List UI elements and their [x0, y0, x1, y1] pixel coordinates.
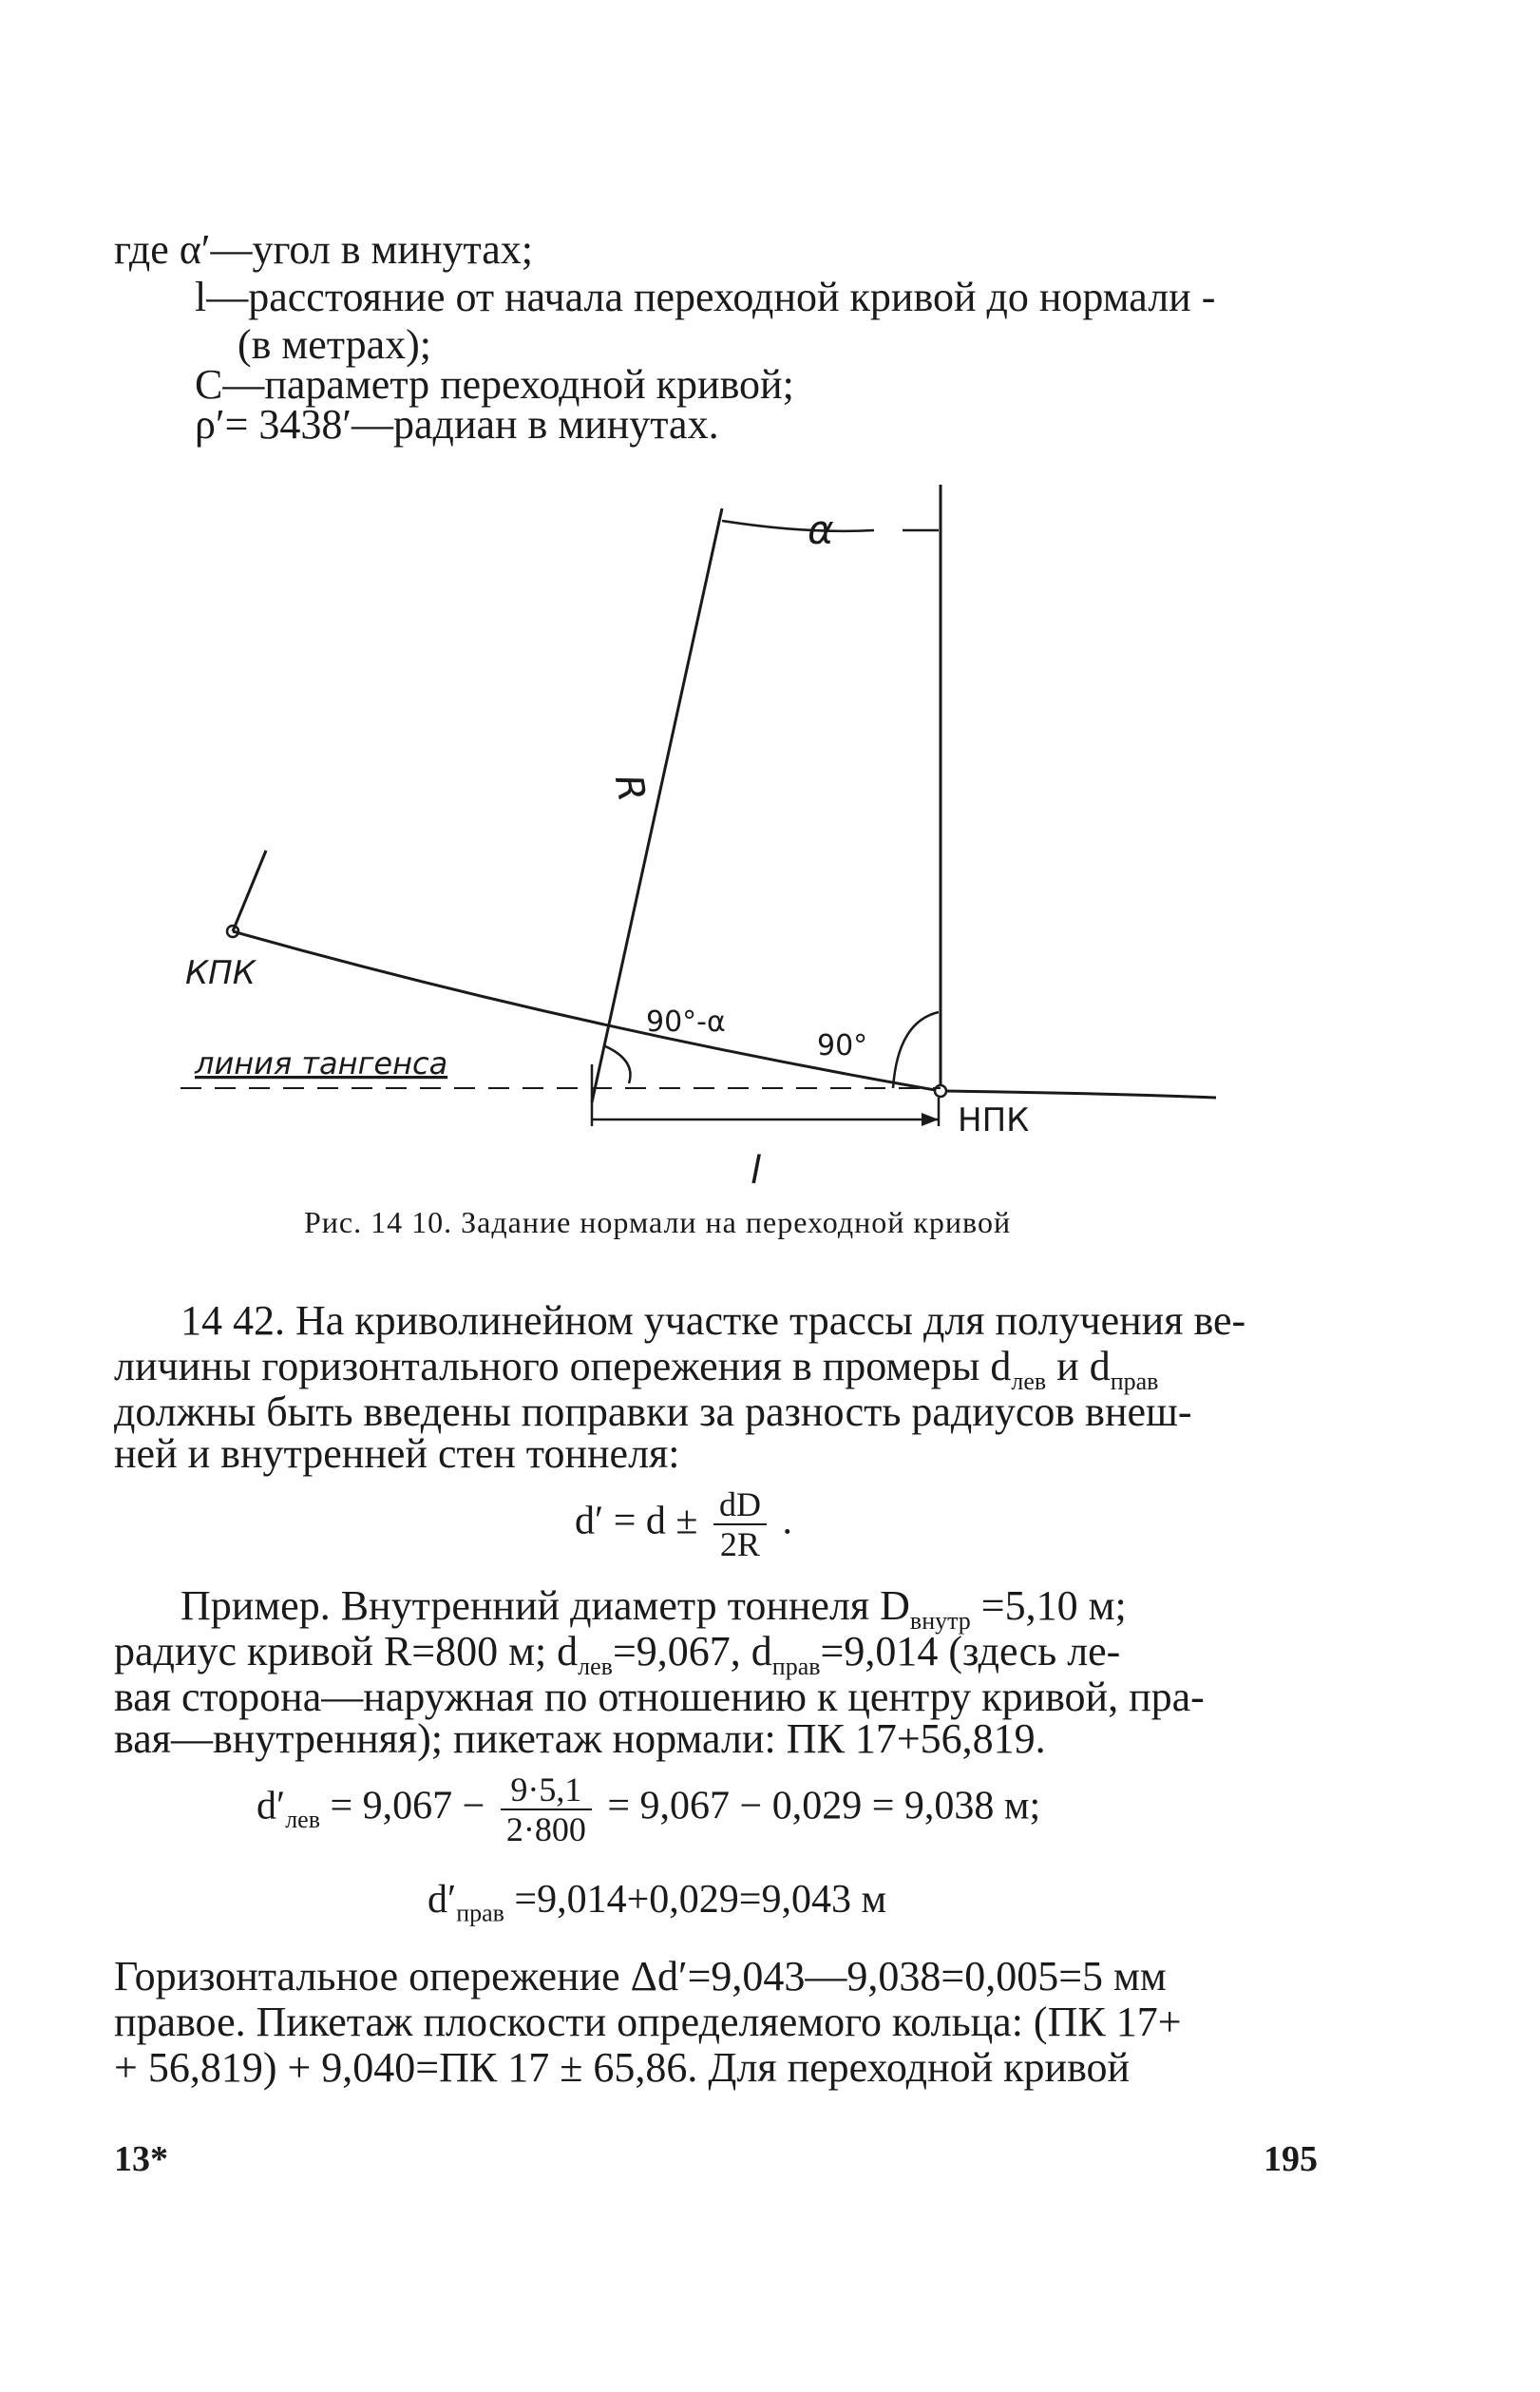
tangent-label: линия тангенса: [195, 1045, 448, 1081]
alpha-arc: [722, 521, 874, 531]
para-14-42-line2: личины горизонтального опережения в промеры $d_{лев}$ и $d_{прав}$: [114, 1343, 1159, 1395]
formula-main-tail: .: [782, 1499, 792, 1543]
conclusion-line2: правое. Пикетаж плоскости определяемого кольца: (ПК 17+: [114, 1999, 1182, 2045]
angle-90-minus-alpha: 90°-α: [646, 1005, 726, 1039]
para-14-42-line1: 14 42. На криволинейном участке трассы для получения ве-: [181, 1297, 1246, 1344]
definition-c: C—параметр переходной кривой;: [195, 361, 794, 408]
example-line1: Пример. Внутренний диаметр тоннеля $D_{внутр} =5,10$ м;: [181, 1582, 1127, 1635]
definition-l-units: (в метрах);: [238, 321, 431, 368]
npk-point: [935, 1085, 946, 1097]
page-number: 195: [1264, 2139, 1318, 2179]
para-14-42-line4: ней и внутренней стен тоннеля:: [114, 1430, 680, 1477]
example-line2: радиус кривой R=800 м; $d_{лев}=9,067$, $d_{прав}=9,014$ (здесь ле-: [114, 1628, 1121, 1680]
alpha-label: α: [808, 507, 834, 553]
formula-main-numerator: dD: [713, 1485, 767, 1525]
angle-90: 90°: [817, 1029, 868, 1062]
definition-l: l—расстояние от начала переходной кривой до нормали -: [195, 274, 1216, 320]
signature-mark: 13*: [114, 2139, 168, 2179]
kpk-label: КПК: [185, 954, 256, 992]
figure-normal-diagram: [143, 475, 1264, 1197]
definition-rho: ρ′= 3438′—радиан в минутах.: [195, 401, 719, 448]
formula-main: [575, 1485, 792, 1563]
formula-main-fraction: [713, 1485, 767, 1563]
l-label: l: [751, 1149, 762, 1193]
npk-label: НПК: [958, 1101, 1030, 1139]
formula-left-lhs: d′: [257, 1784, 286, 1828]
example-line3: вая сторона—наружная по отношению к центру кривой, пра-: [114, 1674, 1205, 1720]
conclusion-line1: Горизонтальное опережение Δd′=9,043—9,038=0,005=5 мм: [114, 1953, 1167, 2000]
formula-right: $d'_{прав} =9,014+0,029=9,043$ м: [428, 1878, 887, 1927]
continuation-curve: [941, 1091, 1216, 1098]
example-line4: вая—внутренняя); пикетаж нормали: ПК 17+56,819.: [114, 1715, 1046, 1762]
formula-main-denominator: 2R: [719, 1525, 760, 1563]
conclusion-line3: + 56,819) + 9,040=ПК 17 ± 65,86. Для переходной кривой: [114, 2044, 1131, 2091]
angle-arc-1: [603, 1045, 630, 1083]
r-label: R: [605, 771, 654, 805]
definition-alpha: где α′—угол в минутах;: [114, 226, 534, 273]
kpk-tick: [233, 851, 266, 931]
formula-left: $d'_{лев} = 9,067$ − $\frac{9\cdot 5,1}{2\cdot 800}$ = 9,067 − 0,029 = 9,038 м;: [257, 1770, 1041, 1848]
angle-arc-2: [893, 1012, 939, 1088]
formula-left-rest: = 9,067 − 0,029 = 9,038 м;: [607, 1784, 1041, 1828]
formula-left-fraction: $\frac{9\cdot 5,1}{2\cdot 800}$: [501, 1770, 592, 1848]
para-14-42-line3: должны быть введены поправки за разность радиусов внеш-: [114, 1388, 1192, 1435]
figure-caption: Рис. 14 10. Задание нормали на переходной кривой: [304, 1205, 1012, 1239]
l-dim-arrow-right: [922, 1113, 939, 1126]
formula-main-lhs: d′ = d ±: [575, 1499, 698, 1543]
